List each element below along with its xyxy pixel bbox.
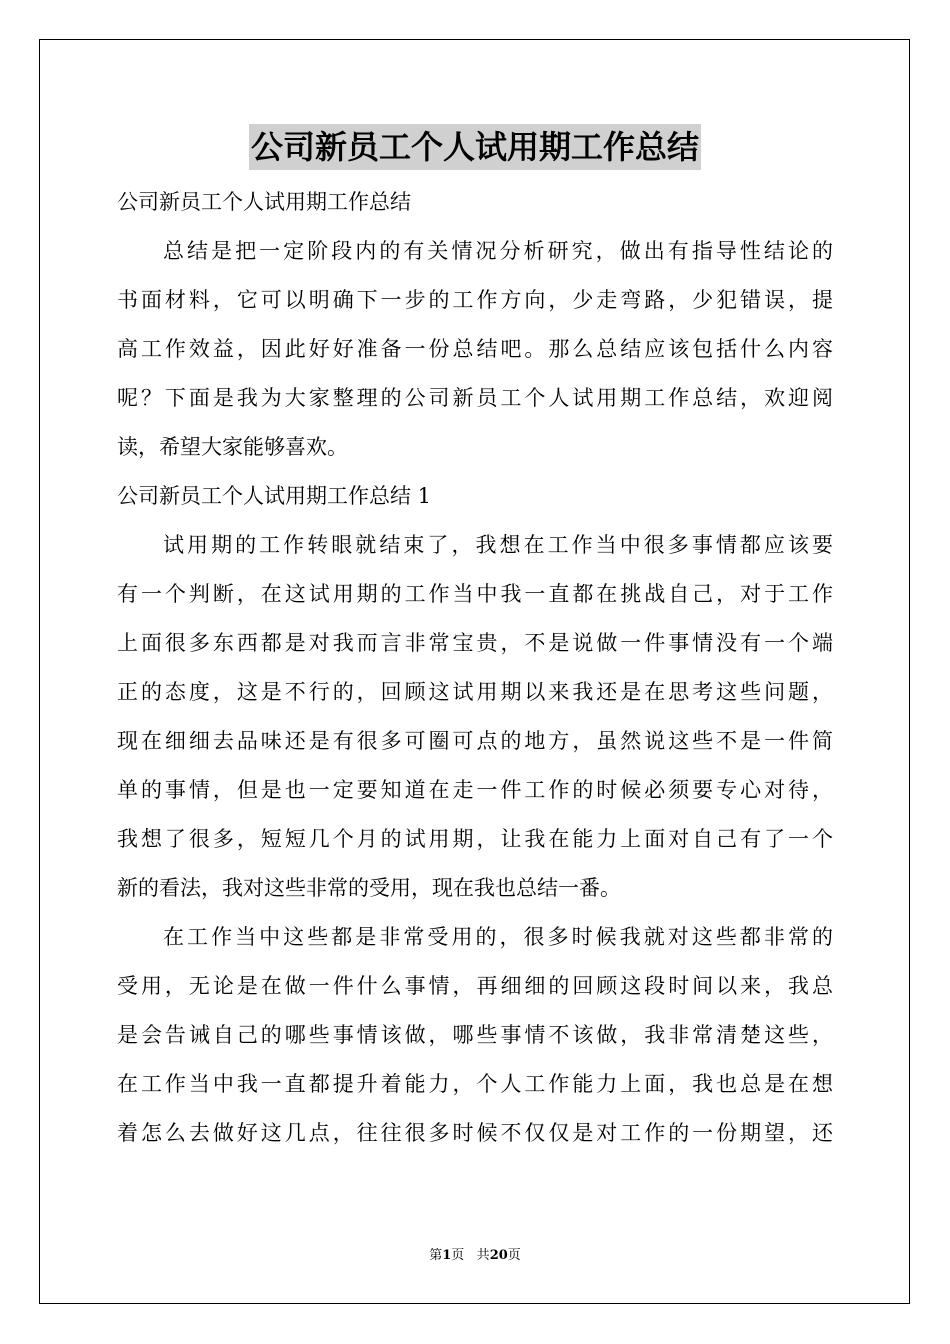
paragraph-line: 读，希望大家能够喜欢。 — [117, 435, 348, 459]
paragraph-line: 新的看法，我对这些非常的受用，现在我也总结一番。 — [117, 876, 621, 900]
total-prefix: 共 — [476, 1248, 490, 1263]
paragraph-line: 在工作当中我一直都提升着能力，个人工作能力上面，我也总是在想 — [117, 1072, 833, 1096]
paragraph-line: 上面很多东西都是对我而言非常宝贵，不是说做一件事情没有一个端 — [117, 631, 833, 655]
section-heading: 公司新员工个人试用期工作总结 1 — [117, 484, 432, 508]
title-container — [0, 124, 950, 170]
page-suffix: 页 — [451, 1248, 465, 1263]
paragraph-line: 受用，无论是在做一件什么事情，再细细的回顾这段时间以来，我总 — [117, 974, 833, 998]
total-pages: 20 — [489, 1248, 508, 1263]
total-suffix: 页 — [507, 1248, 521, 1263]
paragraph-line: 着怎么去做好这几点，往往很多时候不仅仅是对工作的一份期望，还 — [117, 1121, 833, 1145]
paragraph-line: 现在细细去品味还是有很多可圈可点的地方，虽然说这些不是一件简 — [117, 729, 833, 753]
document-title: 公司新员工个人试用期工作总结 — [249, 124, 701, 170]
subtitle-line: 公司新员工个人试用期工作总结 — [117, 190, 411, 214]
paragraph-line: 是会告诫自己的哪些事情该做，哪些事情不该做，我非常清楚这些， — [117, 1023, 833, 1047]
page-number: 1 — [442, 1248, 452, 1263]
document-body — [117, 178, 833, 1158]
page-footer — [0, 1246, 950, 1266]
page-prefix: 第 — [429, 1248, 443, 1263]
paragraph-line: 正的态度，这是不行的，回顾这试用期以来我还是在思考这些问题， — [117, 680, 833, 704]
paragraph-line: 单的事情，但是也一定要知道在走一件工作的时候必须要专心对待， — [117, 778, 833, 802]
paragraph-line: 书面材料，它可以明确下一步的工作方向，少走弯路，少犯错误，提 — [117, 288, 833, 312]
paragraph-line: 在工作当中这些都是非常受用的，很多时候我就对这些都非常的 — [163, 925, 833, 949]
paragraph-line: 总结是把一定阶段内的有关情况分析研究，做出有指导性结论的 — [163, 239, 833, 263]
paragraph-line: 我想了很多，短短几个月的试用期，让我在能力上面对自己有了一个 — [117, 827, 833, 851]
paragraph-line: 呢？下面是我为大家整理的公司新员工个人试用期工作总结，欢迎阅 — [117, 386, 833, 410]
paragraph-line: 有一个判断，在这试用期的工作当中我一直都在挑战自己，对于工作 — [117, 582, 833, 606]
paragraph-line: 试用期的工作转眼就结束了，我想在工作当中很多事情都应该要 — [163, 533, 833, 557]
paragraph-line: 高工作效益，因此好好准备一份总结吧。那么总结应该包括什么内容 — [117, 337, 833, 361]
